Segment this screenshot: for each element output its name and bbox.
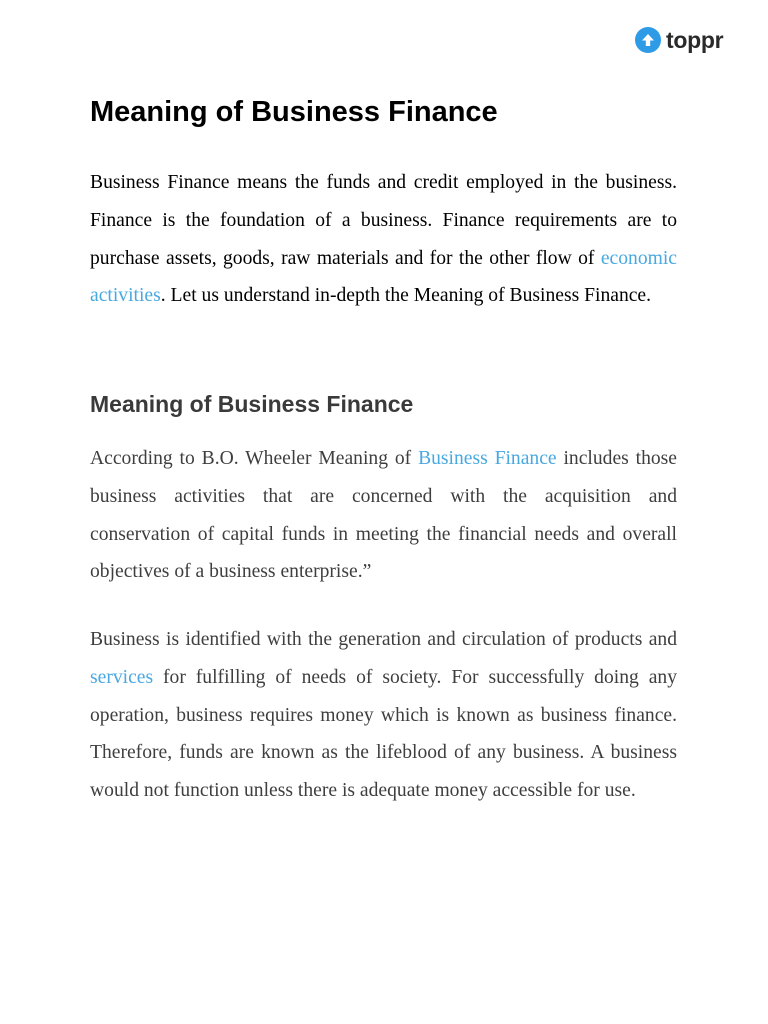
business-text-2: for fulfilling of needs of society. For successfully doing any operation, business requires money which is known as business finance. Therefore, funds are known as the lifeblood of any business. A business would not function unless there is adequate money accessible for use. (90, 666, 677, 802)
definition-text-2: includes those business activities that are concerned with the acquisition and conservation of capital funds in meeting the financial needs and overall objectives of a business enterprise.” (90, 448, 677, 583)
business-finance-link[interactable]: Business Finance (418, 448, 557, 469)
economic-activities-link[interactable]: economic activities (90, 247, 677, 307)
arrow-up-circle-icon (635, 27, 661, 53)
logo-text: toppr (666, 27, 724, 53)
toppr-logo (635, 26, 723, 54)
definition-paragraph (90, 440, 677, 591)
business-paragraph (90, 621, 677, 810)
section-heading: Meaning of Business Finance (90, 391, 414, 417)
services-link[interactable]: services (90, 666, 154, 688)
page-title: Meaning of Business Finance (90, 96, 498, 128)
definition-text-1: According to B.O. Wheeler Meaning of (90, 448, 419, 469)
business-text-1: Business is identified with the generation and circulation of products and (90, 629, 677, 650)
intro-text-1: Business Finance means the funds and credit employed in the business. Finance is the foundation of a business. Finance requirements are to purchase assets, goods, raw materials and for the other flow of (90, 172, 677, 269)
intro-text-2: . Let us understand in-depth the Meaning of Business Finance. (160, 285, 652, 307)
intro-paragraph (90, 164, 677, 315)
